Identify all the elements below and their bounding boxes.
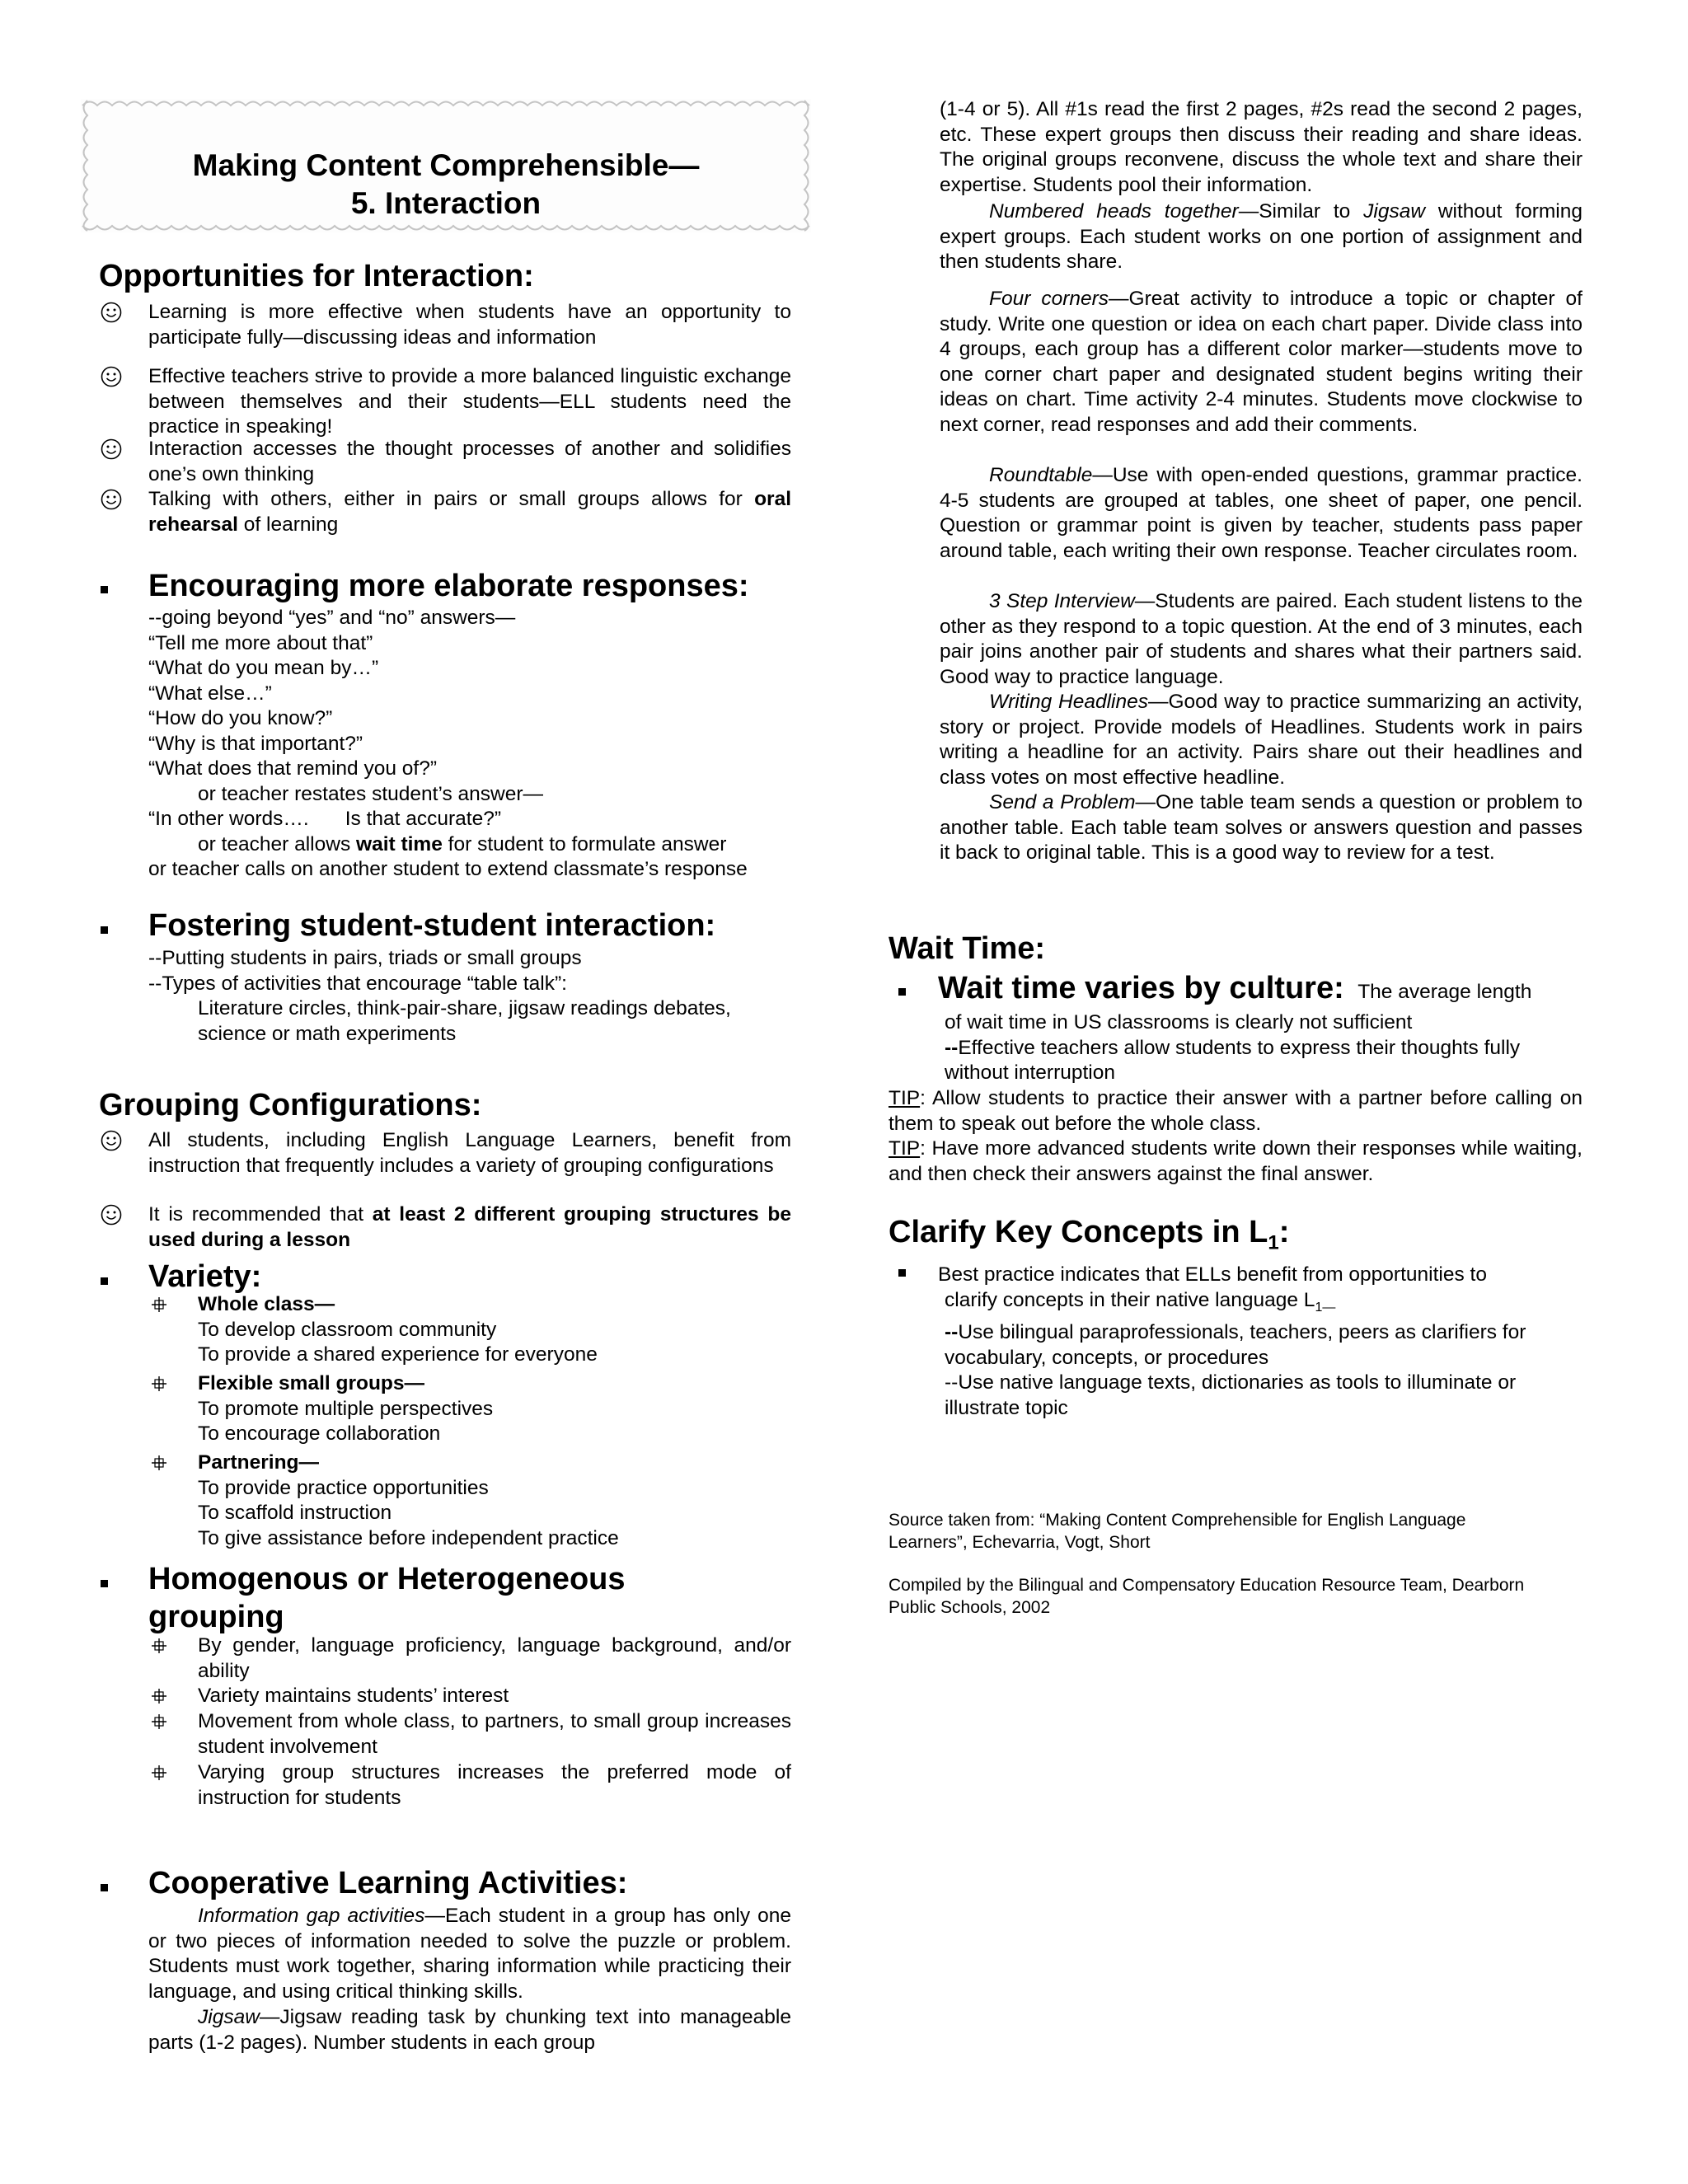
title-line-1: Making Content Comprehensible—: [192, 148, 700, 182]
bullet-text: [148, 1128, 791, 1179]
heading-clarify: [889, 1213, 1289, 1263]
clarify-line-4: --Use native language texts, dictionaries as tools to illuminate or illustrate topic: [945, 1371, 1517, 1419]
elaborate-line: “What does that remind you of?”: [148, 757, 437, 780]
variety-group: [198, 1451, 791, 1551]
smiley-face-icon: [101, 438, 122, 460]
elaborate-line: “Why is that important?”: [148, 732, 363, 755]
square-bullet-icon: [101, 1277, 108, 1285]
elaborate-line: “What else…”: [148, 682, 272, 705]
fostering-block: [148, 946, 791, 1047]
homogenous-text: Variety maintains students’ interest: [198, 1685, 509, 1707]
activity-paragraph: [940, 199, 1582, 275]
activity-text: One table team sends a question or problem to another table. Each table team solves or answers question and passes it back to original table. This is a good way to review for a test.: [940, 791, 1582, 864]
activity-dash: —: [1134, 590, 1156, 612]
variety-line: To encourage collaboration: [198, 1422, 441, 1445]
wait-time-subheading-row: [938, 969, 1581, 1007]
tip-1-text: : Allow students to practice their answer with a partner before calling on them to speak out before the whole class.: [889, 1087, 1582, 1135]
activity-title: Four corners: [989, 288, 1109, 310]
jigsaw-text: —Jigsaw reading task by chunking text into manageable parts (1-2 pages). Number students in each group: [148, 2006, 791, 2054]
activity-title: Writing Headlines: [989, 691, 1148, 713]
activity-paragraph: [940, 287, 1582, 438]
restates-line: or teacher restates student’s answer—: [198, 782, 543, 805]
variety-line: To promote multiple perspectives: [198, 1397, 494, 1420]
variety-group: [198, 1371, 791, 1447]
variety-line: To provide practice opportunities: [198, 1476, 489, 1499]
crosshair-bullet-icon: [150, 1764, 168, 1782]
tip-2-text: : Have more advanced students write down their responses while waiting, and then check their answers against the final answer.: [889, 1137, 1582, 1185]
variety-label: Partnering—: [198, 1451, 320, 1474]
clarify-line-3: [945, 1320, 1582, 1371]
bullet-text: [148, 437, 791, 487]
activity-title: Numbered heads together: [989, 200, 1239, 223]
clarify-line-2-text: clarify concepts in their native language L: [945, 1289, 1315, 1311]
clarify-body: [945, 1288, 1582, 1421]
activity-title: Send a Problem: [989, 791, 1136, 813]
fostering-line-3: Literature circles, think-pair-share, jigsaw readings debates,: [198, 997, 731, 1019]
heading-grouping: Grouping Configurations:: [99, 1088, 482, 1122]
crosshair-bullet-icon: [150, 1296, 168, 1314]
activity-paragraph: [940, 690, 1582, 790]
compiled-note: Compiled by the Bilingual and Compensatory Education Resource Team, Dearborn Public Schools, 2002: [889, 1576, 1525, 1617]
variety-line: To give assistance before independent practice: [198, 1526, 619, 1549]
elaborate-line: --going beyond “yes” and “no” answers—: [148, 607, 516, 629]
info-gap-paragraph: [148, 1904, 791, 2004]
elaborate-line: “What do you mean by…”: [148, 657, 379, 679]
tip-1: [889, 1086, 1582, 1137]
wait-time-line: [148, 832, 791, 858]
activity-text: Great activity to introduce a topic or chapter of study. Write one question or idea on each chart paper. Divide class into 4 groups, each group has a different color marker—students move to one corner chart paper and designated student begins writing their ideas on chart. Time activity 2-4 minutes. Students move clockwise to next corner, read responses and add their comments.: [940, 288, 1582, 436]
homogenous-heading-line-2: grouping: [148, 1600, 284, 1634]
clarify-heading-end: :: [1278, 1215, 1290, 1249]
page-title: [79, 147, 813, 223]
bullet-text: [148, 1202, 791, 1253]
bullet-text: [198, 1633, 791, 1684]
crosshair-bullet-icon: [150, 1713, 168, 1731]
info-gap-text: —Each student in a group has only one or two pieces of information needed to solve the puzzle or problem. Students must work together, sharing information while practicing their language, and using critical thinking skills.: [148, 1905, 791, 2003]
bullet-text: [148, 300, 791, 350]
bullet-text: [198, 1292, 791, 1368]
crosshair-bullet-icon: [150, 1375, 168, 1393]
wait-time-subheading: Wait time varies by culture:: [938, 971, 1344, 1005]
activity-paragraph: [940, 463, 1582, 564]
heading-cooperative: Cooperative Learning Activities:: [148, 1866, 628, 1900]
variety-group: [198, 1292, 791, 1368]
activity-text: Students are paired. Each student listens to the other as they respond to a topic question. At the end of 3 minutes, each pair joins another pair of students and shares what their partners said. Good way to practice language.: [940, 590, 1582, 688]
opportunity-text: Learning is more effective when students have an opportunity to participate fully—discussing ideas and information: [148, 301, 791, 349]
heading-homogenous: [148, 1560, 626, 1636]
opportunity-text: of learning: [237, 513, 339, 536]
tip-label: TIP: [889, 1137, 921, 1160]
clarify-line-3-dashes: --: [945, 1321, 959, 1344]
opportunity-text: Effective teachers strive to provide a more balanced linguistic exchange between themselves and their students—ELL students need the practice in speaking!: [148, 365, 791, 438]
title-line-2: 5. Interaction: [350, 186, 542, 220]
activity-paragraph: [940, 790, 1582, 866]
activity-text: without forming expert groups. Each student works on one portion of assignment and then students share.: [940, 200, 1582, 273]
heading-fostering: Fostering student-student interaction:: [148, 908, 716, 943]
in-other-words-line: [148, 807, 791, 832]
bullet-text: [198, 1451, 791, 1551]
square-bullet-icon: [898, 988, 906, 996]
activity-dash: —: [1148, 691, 1169, 713]
heading-opportunities: Opportunities for Interaction:: [99, 259, 534, 293]
clarify-line-1: Best practice indicates that ELLs benefit from opportunities to: [938, 1263, 1487, 1286]
in-other-words: “In other words….: [148, 808, 309, 830]
smiley-face-icon: [101, 1130, 122, 1151]
homogenous-heading-line-1: Homogenous or Heterogeneous: [148, 1562, 626, 1596]
smiley-face-icon: [101, 366, 122, 387]
info-gap-title: Information gap activities: [198, 1905, 425, 1927]
clarify-heading-text: Clarify Key Concepts in L: [889, 1215, 1268, 1249]
homogenous-text: Varying group structures increases the preferred mode of instruction for students: [198, 1761, 791, 1809]
variety-line: To provide a shared experience for everyone: [198, 1343, 598, 1366]
bullet-text: [198, 1709, 791, 1760]
activity-dash: —: [1092, 464, 1113, 486]
smiley-face-icon: [101, 302, 122, 323]
activity-title: Roundtable: [989, 464, 1093, 486]
tip-label: TIP: [889, 1087, 921, 1109]
square-bullet-icon: [101, 1884, 108, 1891]
elaborate-line: “Tell me more about that”: [148, 631, 373, 654]
fostering-line-2: --Types of activities that encourage “table talk”:: [148, 972, 567, 995]
square-bullet-icon: [101, 1580, 108, 1587]
effective-text: Effective teachers allow students to express their thoughts fully without interruption: [945, 1036, 1521, 1084]
is-accurate: Is that accurate?”: [345, 808, 502, 830]
clarify-line-2-sub: 1—: [1315, 1300, 1336, 1315]
wait-post: for student to formulate answer: [442, 832, 727, 855]
grouping-text: It is recommended that: [148, 1203, 373, 1226]
activity-text: Use with open-ended questions, grammar practice. 4-5 students are grouped at tables, one sheet of paper, one pencil. Question or grammar point is given by teacher, students pass paper around table, each writing their own response. Teacher circulates room.: [940, 464, 1582, 562]
variety-line: To scaffold instruction: [198, 1502, 392, 1524]
heading-encouraging: Encouraging more elaborate responses:: [148, 569, 749, 603]
square-bullet-icon: [898, 1269, 906, 1277]
heading-wait-time: Wait Time:: [889, 931, 1046, 966]
activity-dash: —Similar to: [1238, 200, 1364, 223]
source-note: Source taken from: “Making Content Comprehensible for English Language Learners”, Echevarria, Vogt, Short: [889, 1511, 1466, 1552]
activity-paragraph: [940, 589, 1582, 690]
grouping-text: All students, including English Language Learners, benefit from instruction that frequently includes a variety of grouping configurations: [148, 1129, 791, 1177]
variety-label: Whole class—: [198, 1293, 335, 1315]
calls-line: or teacher calls on another student to extend classmate’s response: [148, 858, 748, 880]
activity-dash: —: [1135, 791, 1156, 813]
square-bullet-icon: [101, 926, 108, 934]
jigsaw-paragraph: [148, 2005, 791, 2055]
wait-pre: or teacher allows: [198, 832, 357, 855]
activity-title: 3 Step Interview: [989, 590, 1135, 612]
smiley-face-icon: [101, 489, 122, 510]
heading-variety: Variety:: [148, 1259, 262, 1294]
bullet-text: [198, 1371, 791, 1447]
opportunity-text: Talking with others, either in pairs or small groups allows for: [148, 488, 755, 510]
wait-time-body: [945, 1010, 1581, 1086]
clarify-line-3-text: Use bilingual paraprofessionals, teachers, peers as clarifiers for vocabulary, concepts, or procedures: [945, 1321, 1526, 1369]
clarify-line-2: [945, 1288, 1582, 1320]
crosshair-bullet-icon: [150, 1637, 168, 1655]
effective-dashes: --: [945, 1036, 959, 1059]
wait-time-subtext-2: of wait time in US classrooms is clearly not sufficient: [945, 1011, 1413, 1033]
crosshair-bullet-icon: [150, 1454, 168, 1472]
tip-2: [889, 1137, 1582, 1187]
elaborate-block: [148, 606, 791, 857]
wait-time-subtext-1: The average length: [1357, 981, 1532, 1003]
bullet-text: [198, 1760, 791, 1811]
opportunity-bold: oral rehearsal: [148, 488, 791, 536]
variety-line: To develop classroom community: [198, 1318, 497, 1341]
wait-bold: wait time: [356, 832, 443, 855]
effective-line: [945, 1036, 1581, 1086]
fostering-line-4: science or math experiments: [198, 1022, 457, 1045]
elaborate-line: “How do you know?”: [148, 707, 333, 729]
activity-dash: —: [1109, 288, 1129, 310]
homogenous-text: By gender, language proficiency, language background, and/or ability: [198, 1634, 791, 1682]
smiley-face-icon: [101, 1204, 122, 1226]
bullet-text: [148, 487, 791, 537]
square-bullet-icon: [101, 586, 108, 593]
crosshair-bullet-icon: [150, 1687, 168, 1705]
jigsaw-continued: (1-4 or 5). All #1s read the first 2 pages, #2s read the second 2 pages, etc. These expert groups then discuss their reading and share ideas. The original groups reconvene, discuss the whole text and share their expertise. Students pool their information.: [940, 98, 1582, 196]
fostering-line-1: --Putting students in pairs, triads or small groups: [148, 947, 582, 969]
variety-label: Flexible small groups—: [198, 1372, 425, 1394]
activity-ital: Jigsaw: [1363, 200, 1426, 223]
bullet-text: [148, 364, 791, 440]
bullet-text: [198, 1684, 791, 1709]
homogenous-text: Movement from whole class, to partners, to small group increases student involvement: [198, 1710, 791, 1758]
jigsaw-title: Jigsaw: [198, 2006, 260, 2028]
clarify-heading-sub: 1: [1268, 1231, 1279, 1254]
opportunity-text: Interaction accesses the thought processes of another and solidifies one’s own thinking: [148, 438, 791, 485]
activity-text: Good way to practice summarizing an activity, story or project. Provide models of Headlines. Students work in pairs writing a headline for an activity. Pairs share out their headlines and class votes on most effective headline.: [940, 691, 1583, 789]
grouping-bold: at least 2 different grouping structures be used during a lesson: [148, 1203, 791, 1251]
title-box: [79, 97, 813, 234]
